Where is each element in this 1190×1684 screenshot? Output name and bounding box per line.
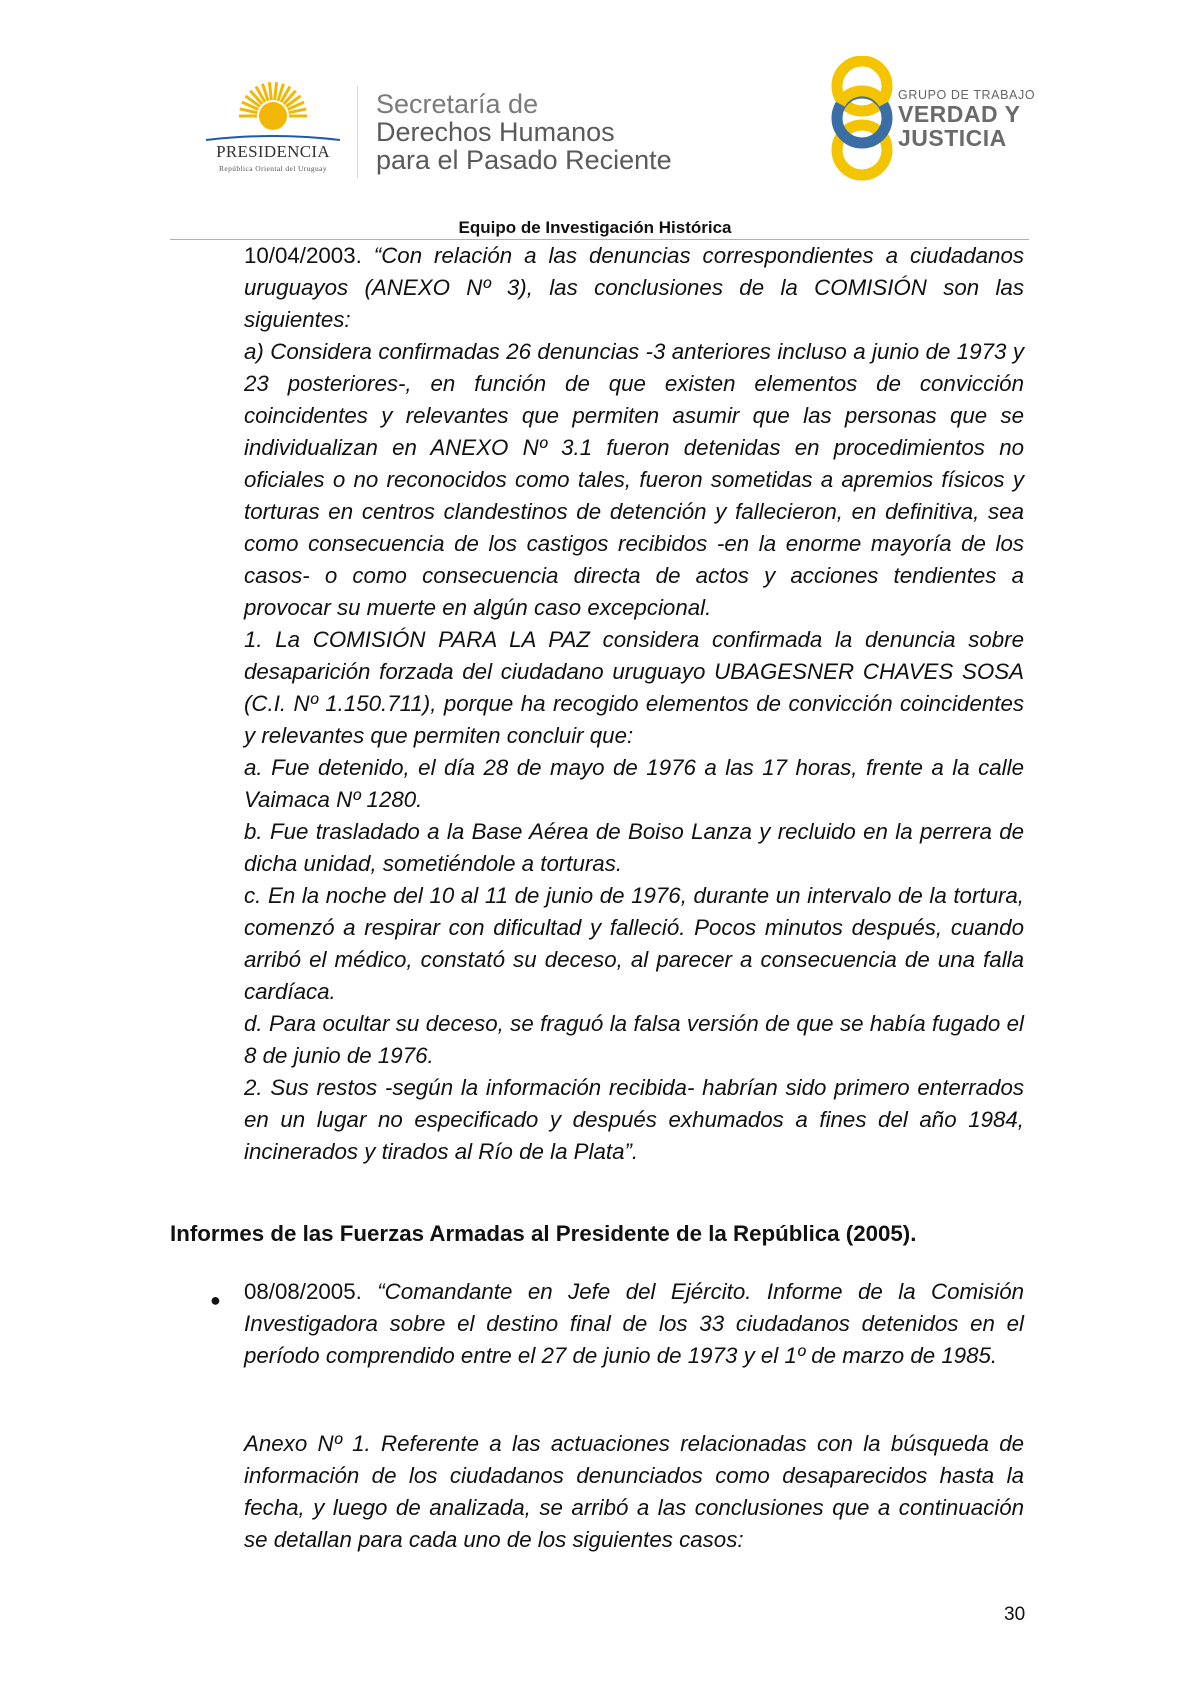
sun-emblem-icon xyxy=(198,78,348,178)
section-heading: Informes de las Fuerzas Armadas al Presidente de la República (2005). xyxy=(170,1221,917,1246)
secretaria-line-2: Derechos Humanos xyxy=(376,117,615,147)
anexo-block xyxy=(244,1428,1024,1556)
date-2003: 10/04/2003. xyxy=(244,243,362,268)
quote-intro: “Con relación a las denuncias correspondientes a ciudadanos uruguayos (ANEXO Nº 3), las conclusiones de la COMISIÓN son las siguientes: xyxy=(244,243,1024,332)
paragraph-1a: a. Fue detenido, el día 28 de mayo de 1976 a las 17 horas, frente a la calle Vaimaca Nº 1280. xyxy=(244,755,1024,812)
grupo-line-1: GRUPO DE TRABAJO xyxy=(898,88,1036,102)
header-divider xyxy=(357,86,358,178)
bullet-quote: “Comandante en Jefe del Ejército. Informe de la Comisión Investigadora sobre el destino final de los 33 ciudadanos detenidos en el período comprendido entre el 27 de junio de 1973 y el 1º de marzo de 1985. xyxy=(244,1279,1024,1368)
paragraph-1c: c. En la noche del 10 al 11 de junio de 1976, durante un intervalo de la tortura, comenzó a respirar con dificultad y falleció. Pocos minutos después, cuando arribó el médico, constató su deceso, al parecer a consecuencia de una falla cardíaca. xyxy=(244,883,1024,1004)
sun-ray xyxy=(275,82,277,100)
page-header xyxy=(0,0,1190,240)
quoted-conclusions xyxy=(244,240,1024,1168)
bullet-item xyxy=(244,1276,1024,1372)
paragraph-1d: d. Para ocultar su deceso, se fraguó la falsa versión de que se había fugado el 8 de junio de 1976. xyxy=(244,1011,1024,1068)
interlocked-rings-icon xyxy=(822,56,902,182)
sun-ray xyxy=(269,82,271,100)
presidencia-subtitle: República Oriental del Uruguay xyxy=(218,164,327,173)
paragraph-intro xyxy=(244,240,1024,336)
grupo-line-3: JUSTICIA xyxy=(898,125,1007,151)
secretaria-line-1: Secretaría de xyxy=(376,89,539,119)
paragraph-1b: b. Fue trasladado a la Base Aérea de Boiso Lanza y recluido en la perrera de dicha unidad, sometiéndole a torturas. xyxy=(244,819,1024,876)
secretaria-line-3: para el Pasado Reciente xyxy=(376,145,672,175)
presidencia-name: PRESIDENCIA xyxy=(216,142,330,161)
page-number: 30 xyxy=(1004,1604,1026,1625)
date-2005: 08/08/2005. xyxy=(244,1279,362,1304)
team-name: Equipo de Investigación Histórica xyxy=(458,218,732,237)
paragraph-2: 2. Sus restos -según la información recibida- habrían sido primero enterrados en un lugar no especificado y después exhumados a fines del año 1984, incinerados y tirados al Río de la Plata”. xyxy=(244,1075,1024,1164)
anexo-paragraph: Anexo Nº 1. Referente a las actuaciones relacionadas con la búsqueda de información de los ciudadanos denunciados como desaparecidos hasta la fecha, y luego de analizada, se arribó a las conclusiones que a continuación se detallan para cada uno de los siguientes casos: xyxy=(244,1431,1024,1552)
bullet-paragraph xyxy=(244,1276,1024,1372)
secretaria-title xyxy=(376,90,672,174)
grupo-line-2: VERDAD Y xyxy=(898,101,1021,127)
bullet-dot-icon: ● xyxy=(210,1290,221,1310)
paragraph-a: a) Considera confirmadas 26 denuncias -3 anteriores incluso a junio de 1973 y 23 posteriores-, en función de que existen elementos de convicción coincidentes y relevantes que permiten asumir que las personas que se individualizan en ANEXO Nº 3.1 fueron detenidas en procedimientos no oficiales o no reconocidos como tales, fueron sometidas a apremios físicos y torturas en centros clandestinos de detención y fallecieron, en definitiva, sea como consecuencia de los castigos recibidos -en la enorme mayoría de los casos- o como consecuencia directa de actos y acciones tendientes a provocar su muerte en algún caso excepcional. xyxy=(244,339,1024,620)
grupo-trabajo-title xyxy=(898,88,1035,150)
paragraph-1: 1. La COMISIÓN PARA LA PAZ considera confirmada la denuncia sobre desaparición forzada del ciudadano uruguayo UBAGESNER CHAVES SOSA (C.I. Nº 1.150.711), porque ha recogido elementos de convicción coincidentes y relevantes que permiten concluir que: xyxy=(244,627,1024,748)
